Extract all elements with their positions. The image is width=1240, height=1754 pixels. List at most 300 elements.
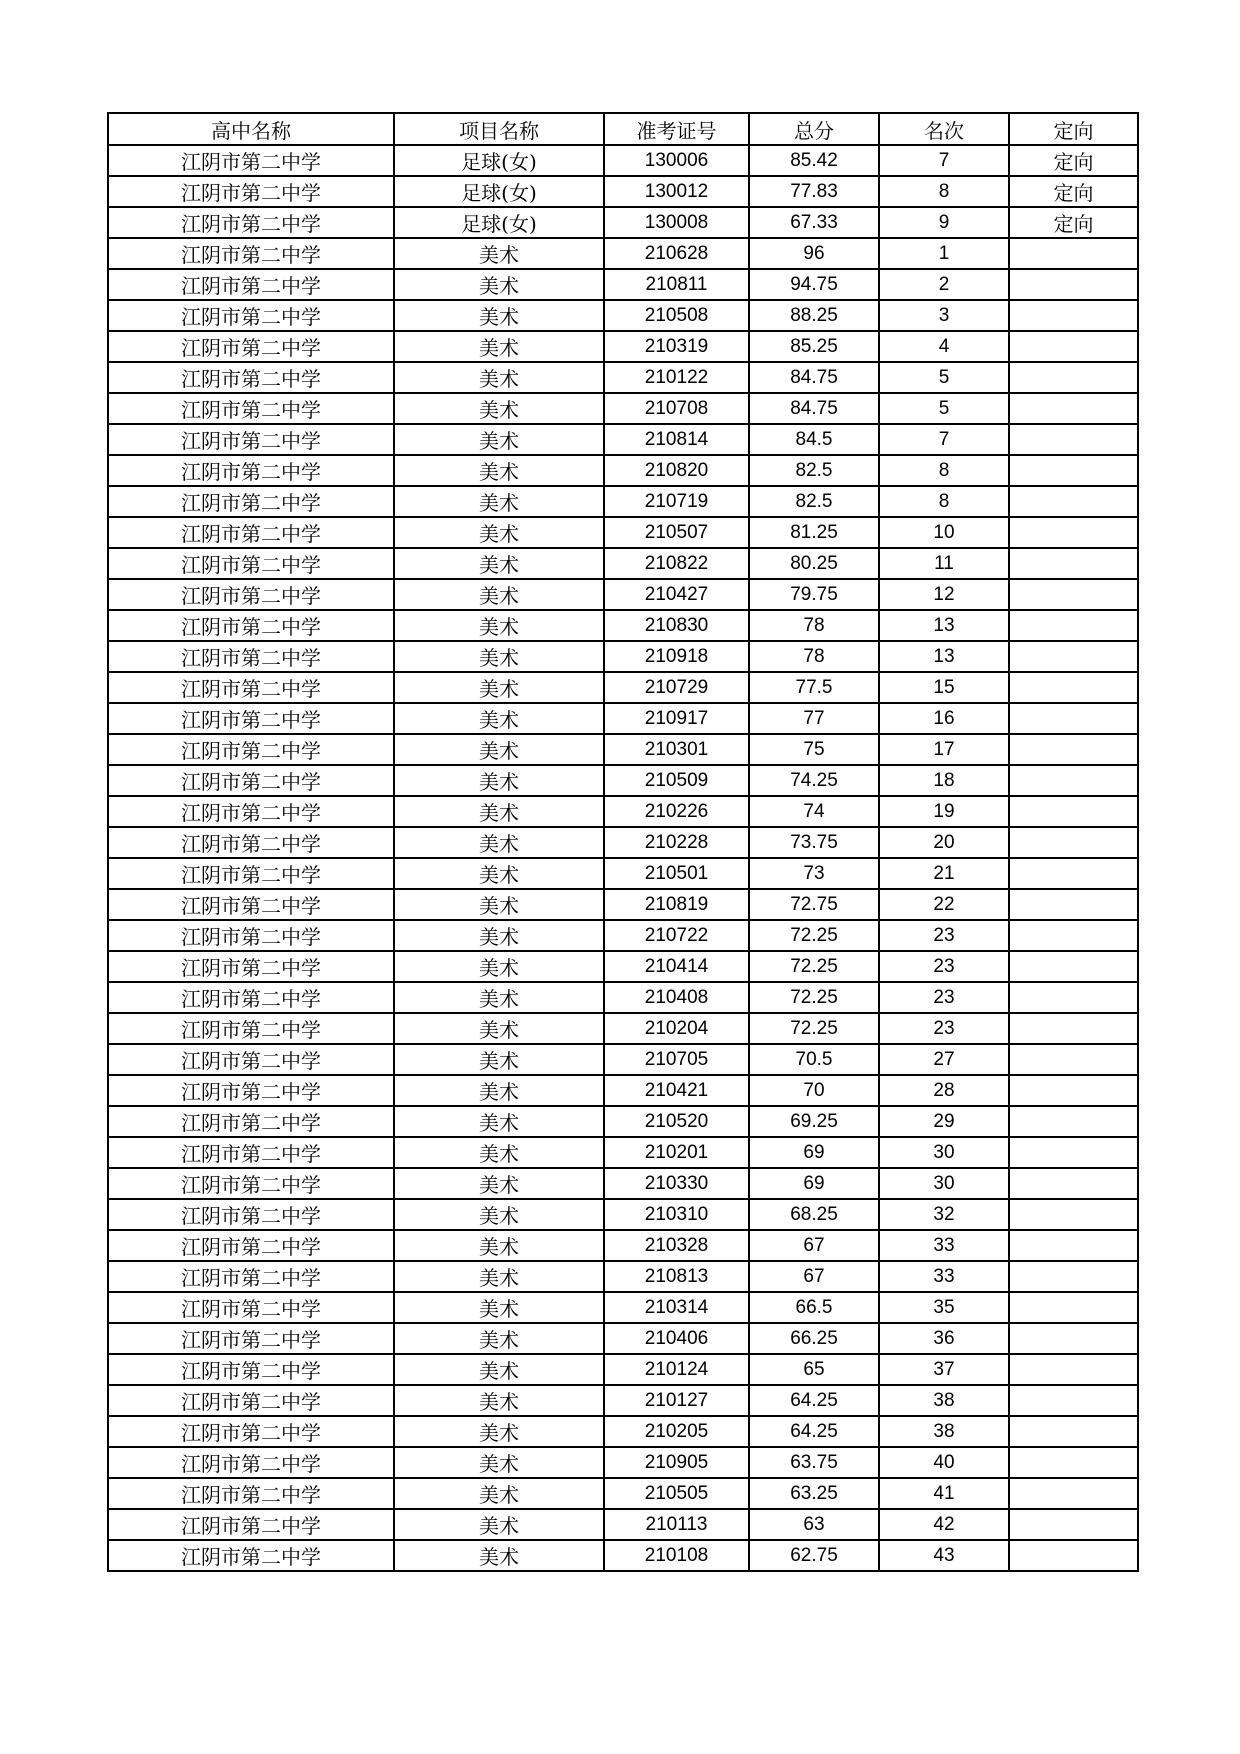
header-project: 项目名称 [394,113,604,145]
exam-id-cell: 210830 [604,610,749,641]
exam-id-cell: 210319 [604,331,749,362]
school-cell: 江阴市第二中学 [108,1199,394,1230]
project-cell: 美术 [394,362,604,393]
header-directed: 定向 [1009,113,1138,145]
score-cell: 96 [749,238,879,269]
table-row [108,1261,1138,1292]
rank-cell: 29 [879,1106,1009,1137]
exam-id-cell: 130012 [604,176,749,207]
exam-id-cell: 210113 [604,1509,749,1540]
directed-cell [1009,1292,1138,1323]
table-row [108,238,1138,269]
school-cell: 江阴市第二中学 [108,1323,394,1354]
rank-cell: 8 [879,176,1009,207]
project-cell: 美术 [394,1230,604,1261]
table-row [108,1075,1138,1106]
rank-cell: 5 [879,393,1009,424]
exam-id-cell: 210917 [604,703,749,734]
score-cell: 62.75 [749,1540,879,1571]
rank-cell: 4 [879,331,1009,362]
school-cell: 江阴市第二中学 [108,579,394,610]
directed-cell [1009,1323,1138,1354]
score-cell: 78 [749,641,879,672]
exam-id-cell: 210729 [604,672,749,703]
table-row [108,796,1138,827]
rank-cell: 33 [879,1261,1009,1292]
project-cell: 美术 [394,238,604,269]
score-cell: 68.25 [749,1199,879,1230]
score-cell: 78 [749,610,879,641]
score-cell: 72.25 [749,1013,879,1044]
rank-cell: 38 [879,1416,1009,1447]
rank-cell: 7 [879,424,1009,455]
directed-cell [1009,362,1138,393]
table-row [108,1106,1138,1137]
rank-cell: 37 [879,1354,1009,1385]
project-cell: 美术 [394,827,604,858]
rank-cell: 43 [879,1540,1009,1571]
rank-cell: 19 [879,796,1009,827]
directed-cell [1009,1199,1138,1230]
directed-cell: 定向 [1009,176,1138,207]
school-cell: 江阴市第二中学 [108,548,394,579]
score-cell: 69.25 [749,1106,879,1137]
school-cell: 江阴市第二中学 [108,1354,394,1385]
rank-cell: 3 [879,300,1009,331]
directed-cell [1009,1447,1138,1478]
rank-cell: 2 [879,269,1009,300]
project-cell: 美术 [394,1137,604,1168]
score-cell: 74.25 [749,765,879,796]
table-row [108,641,1138,672]
rank-cell: 28 [879,1075,1009,1106]
project-cell: 美术 [394,1075,604,1106]
rank-cell: 9 [879,207,1009,238]
school-cell: 江阴市第二中学 [108,1230,394,1261]
rank-cell: 30 [879,1137,1009,1168]
project-cell: 美术 [394,734,604,765]
score-cell: 70 [749,1075,879,1106]
table-row [108,424,1138,455]
school-cell: 江阴市第二中学 [108,1106,394,1137]
project-cell: 美术 [394,331,604,362]
exam-id-cell: 210330 [604,1168,749,1199]
school-cell: 江阴市第二中学 [108,703,394,734]
school-cell: 江阴市第二中学 [108,889,394,920]
exam-id-cell: 210314 [604,1292,749,1323]
directed-cell [1009,1044,1138,1075]
exam-id-cell: 210813 [604,1261,749,1292]
score-cell: 81.25 [749,517,879,548]
table-row [108,1292,1138,1323]
rank-cell: 30 [879,1168,1009,1199]
school-cell: 江阴市第二中学 [108,331,394,362]
score-cell: 77.83 [749,176,879,207]
rank-cell: 10 [879,517,1009,548]
score-cell: 63 [749,1509,879,1540]
header-rank: 名次 [879,113,1009,145]
school-cell: 江阴市第二中学 [108,486,394,517]
directed-cell [1009,889,1138,920]
table-row [108,703,1138,734]
school-cell: 江阴市第二中学 [108,1416,394,1447]
header-row [108,113,1138,145]
school-cell: 江阴市第二中学 [108,1075,394,1106]
exam-id-cell: 210822 [604,548,749,579]
school-cell: 江阴市第二中学 [108,1261,394,1292]
project-cell: 美术 [394,672,604,703]
score-cell: 88.25 [749,300,879,331]
directed-cell [1009,1478,1138,1509]
table-row [108,1354,1138,1385]
table-row [108,1230,1138,1261]
score-cell: 67 [749,1261,879,1292]
exam-id-cell: 210108 [604,1540,749,1571]
rank-cell: 22 [879,889,1009,920]
table-row [108,455,1138,486]
rank-cell: 12 [879,579,1009,610]
score-cell: 75 [749,734,879,765]
score-cell: 77 [749,703,879,734]
project-cell: 美术 [394,765,604,796]
directed-cell [1009,393,1138,424]
table-row [108,362,1138,393]
rank-cell: 36 [879,1323,1009,1354]
table-row [108,1478,1138,1509]
exam-id-cell: 210719 [604,486,749,517]
exam-id-cell: 210811 [604,269,749,300]
table-row [108,610,1138,641]
directed-cell [1009,796,1138,827]
directed-cell [1009,765,1138,796]
exam-id-cell: 210722 [604,920,749,951]
table-row [108,207,1138,238]
rank-cell: 20 [879,827,1009,858]
project-cell: 美术 [394,641,604,672]
table-row [108,1385,1138,1416]
header-exam-id: 准考证号 [604,113,749,145]
table-row [108,858,1138,889]
exam-id-cell: 210905 [604,1447,749,1478]
project-cell: 美术 [394,548,604,579]
rank-cell: 21 [879,858,1009,889]
score-cell: 65 [749,1354,879,1385]
school-cell: 江阴市第二中学 [108,858,394,889]
directed-cell [1009,858,1138,889]
exam-id-cell: 210421 [604,1075,749,1106]
project-cell: 美术 [394,1106,604,1137]
table-row [108,1013,1138,1044]
rank-cell: 32 [879,1199,1009,1230]
score-cell: 82.5 [749,486,879,517]
exam-id-cell: 210301 [604,734,749,765]
rank-cell: 1 [879,238,1009,269]
score-cell: 79.75 [749,579,879,610]
directed-cell [1009,548,1138,579]
rank-cell: 41 [879,1478,1009,1509]
directed-cell [1009,331,1138,362]
directed-cell [1009,269,1138,300]
school-cell: 江阴市第二中学 [108,920,394,951]
table-row [108,486,1138,517]
header-school: 高中名称 [108,113,394,145]
table-row [108,1323,1138,1354]
rank-cell: 13 [879,641,1009,672]
exam-id-cell: 210628 [604,238,749,269]
score-cell: 72.75 [749,889,879,920]
directed-cell [1009,703,1138,734]
table-row [108,1168,1138,1199]
school-cell: 江阴市第二中学 [108,176,394,207]
directed-cell [1009,1168,1138,1199]
table-row [108,672,1138,703]
rank-cell: 8 [879,486,1009,517]
exam-id-cell: 210414 [604,951,749,982]
directed-cell [1009,1137,1138,1168]
school-cell: 江阴市第二中学 [108,1168,394,1199]
score-cell: 85.25 [749,331,879,362]
rank-cell: 23 [879,920,1009,951]
rank-cell: 7 [879,145,1009,176]
rank-cell: 23 [879,1013,1009,1044]
table-row [108,734,1138,765]
directed-cell [1009,1106,1138,1137]
rank-cell: 42 [879,1509,1009,1540]
exam-id-cell: 210708 [604,393,749,424]
project-cell: 美术 [394,1354,604,1385]
table-row [108,1540,1138,1571]
school-cell: 江阴市第二中学 [108,145,394,176]
school-cell: 江阴市第二中学 [108,1292,394,1323]
project-cell: 美术 [394,920,604,951]
school-cell: 江阴市第二中学 [108,765,394,796]
score-cell: 82.5 [749,455,879,486]
directed-cell [1009,641,1138,672]
exam-id-cell: 210205 [604,1416,749,1447]
school-cell: 江阴市第二中学 [108,610,394,641]
rank-cell: 27 [879,1044,1009,1075]
table-row [108,1447,1138,1478]
score-cell: 67 [749,1230,879,1261]
exam-id-cell: 210127 [604,1385,749,1416]
project-cell: 美术 [394,610,604,641]
exam-id-cell: 210820 [604,455,749,486]
exam-id-cell: 210509 [604,765,749,796]
rank-cell: 23 [879,982,1009,1013]
school-cell: 江阴市第二中学 [108,424,394,455]
directed-cell [1009,1540,1138,1571]
exam-id-cell: 210705 [604,1044,749,1075]
table-row [108,269,1138,300]
project-cell: 美术 [394,1540,604,1571]
directed-cell [1009,1013,1138,1044]
rank-cell: 18 [879,765,1009,796]
school-cell: 江阴市第二中学 [108,1013,394,1044]
exam-id-cell: 210124 [604,1354,749,1385]
score-cell: 80.25 [749,548,879,579]
score-cell: 73 [749,858,879,889]
project-cell: 美术 [394,1044,604,1075]
project-cell: 美术 [394,1416,604,1447]
score-cell: 84.5 [749,424,879,455]
project-cell: 美术 [394,1168,604,1199]
table-row [108,331,1138,362]
table-row [108,393,1138,424]
rank-cell: 23 [879,951,1009,982]
exam-id-cell: 210508 [604,300,749,331]
directed-cell [1009,238,1138,269]
directed-cell [1009,827,1138,858]
table-row [108,1044,1138,1075]
table-row [108,145,1138,176]
school-cell: 江阴市第二中学 [108,393,394,424]
score-cell: 69 [749,1168,879,1199]
exam-id-cell: 210310 [604,1199,749,1230]
directed-cell [1009,1230,1138,1261]
directed-cell [1009,951,1138,982]
directed-cell [1009,672,1138,703]
school-cell: 江阴市第二中学 [108,827,394,858]
project-cell: 美术 [394,982,604,1013]
project-cell: 美术 [394,1261,604,1292]
exam-id-cell: 210505 [604,1478,749,1509]
school-cell: 江阴市第二中学 [108,1447,394,1478]
exam-id-cell: 210406 [604,1323,749,1354]
directed-cell [1009,1509,1138,1540]
exam-id-cell: 210204 [604,1013,749,1044]
table-row [108,1509,1138,1540]
directed-cell [1009,982,1138,1013]
school-cell: 江阴市第二中学 [108,300,394,331]
directed-cell [1009,920,1138,951]
score-cell: 77.5 [749,672,879,703]
exam-id-cell: 210228 [604,827,749,858]
directed-cell [1009,517,1138,548]
directed-cell [1009,610,1138,641]
table-row [108,1137,1138,1168]
exam-id-cell: 210328 [604,1230,749,1261]
table-row [108,951,1138,982]
exam-id-cell: 210408 [604,982,749,1013]
score-cell: 72.25 [749,951,879,982]
exam-id-cell: 130008 [604,207,749,238]
table-row [108,920,1138,951]
score-cell: 64.25 [749,1385,879,1416]
school-cell: 江阴市第二中学 [108,982,394,1013]
school-cell: 江阴市第二中学 [108,641,394,672]
directed-cell: 定向 [1009,207,1138,238]
score-cell: 66.5 [749,1292,879,1323]
exam-id-cell: 210819 [604,889,749,920]
project-cell: 美术 [394,517,604,548]
project-cell: 美术 [394,424,604,455]
school-cell: 江阴市第二中学 [108,269,394,300]
score-cell: 69 [749,1137,879,1168]
project-cell: 美术 [394,1292,604,1323]
table-row [108,889,1138,920]
exam-id-cell: 210201 [604,1137,749,1168]
directed-cell [1009,579,1138,610]
score-cell: 64.25 [749,1416,879,1447]
school-cell: 江阴市第二中学 [108,951,394,982]
table-row [108,982,1138,1013]
project-cell: 美术 [394,1385,604,1416]
project-cell: 美术 [394,1199,604,1230]
score-cell: 67.33 [749,207,879,238]
school-cell: 江阴市第二中学 [108,672,394,703]
project-cell: 美术 [394,796,604,827]
score-cell: 85.42 [749,145,879,176]
school-cell: 江阴市第二中学 [108,1044,394,1075]
project-cell: 美术 [394,579,604,610]
school-cell: 江阴市第二中学 [108,1385,394,1416]
header-total-score: 总分 [749,113,879,145]
school-cell: 江阴市第二中学 [108,1137,394,1168]
directed-cell [1009,1261,1138,1292]
school-cell: 江阴市第二中学 [108,207,394,238]
table-body [108,145,1138,1571]
directed-cell [1009,1354,1138,1385]
rank-cell: 8 [879,455,1009,486]
school-cell: 江阴市第二中学 [108,796,394,827]
table-row [108,548,1138,579]
project-cell: 美术 [394,486,604,517]
project-cell: 美术 [394,703,604,734]
project-cell: 美术 [394,1509,604,1540]
score-cell: 84.75 [749,393,879,424]
table-row [108,579,1138,610]
score-cell: 70.5 [749,1044,879,1075]
rank-cell: 35 [879,1292,1009,1323]
score-cell: 63.25 [749,1478,879,1509]
table-row [108,517,1138,548]
directed-cell [1009,455,1138,486]
exam-id-cell: 210918 [604,641,749,672]
exam-id-cell: 210122 [604,362,749,393]
table-row [108,300,1138,331]
project-cell: 美术 [394,1478,604,1509]
score-cell: 72.25 [749,920,879,951]
directed-cell [1009,1075,1138,1106]
school-cell: 江阴市第二中学 [108,1540,394,1571]
score-cell: 84.75 [749,362,879,393]
exam-id-cell: 210427 [604,579,749,610]
school-cell: 江阴市第二中学 [108,1509,394,1540]
rank-cell: 5 [879,362,1009,393]
project-cell: 美术 [394,1013,604,1044]
exam-id-cell: 210814 [604,424,749,455]
school-cell: 江阴市第二中学 [108,734,394,765]
directed-cell: 定向 [1009,145,1138,176]
score-cell: 63.75 [749,1447,879,1478]
school-cell: 江阴市第二中学 [108,455,394,486]
directed-cell [1009,486,1138,517]
table-row [108,1416,1138,1447]
score-cell: 74 [749,796,879,827]
project-cell: 足球(女) [394,207,604,238]
rank-cell: 40 [879,1447,1009,1478]
project-cell: 足球(女) [394,176,604,207]
exam-id-cell: 210501 [604,858,749,889]
project-cell: 美术 [394,951,604,982]
rank-cell: 11 [879,548,1009,579]
score-cell: 73.75 [749,827,879,858]
score-table [107,112,1139,1572]
directed-cell [1009,1416,1138,1447]
rank-cell: 13 [879,610,1009,641]
school-cell: 江阴市第二中学 [108,517,394,548]
project-cell: 美术 [394,1447,604,1478]
